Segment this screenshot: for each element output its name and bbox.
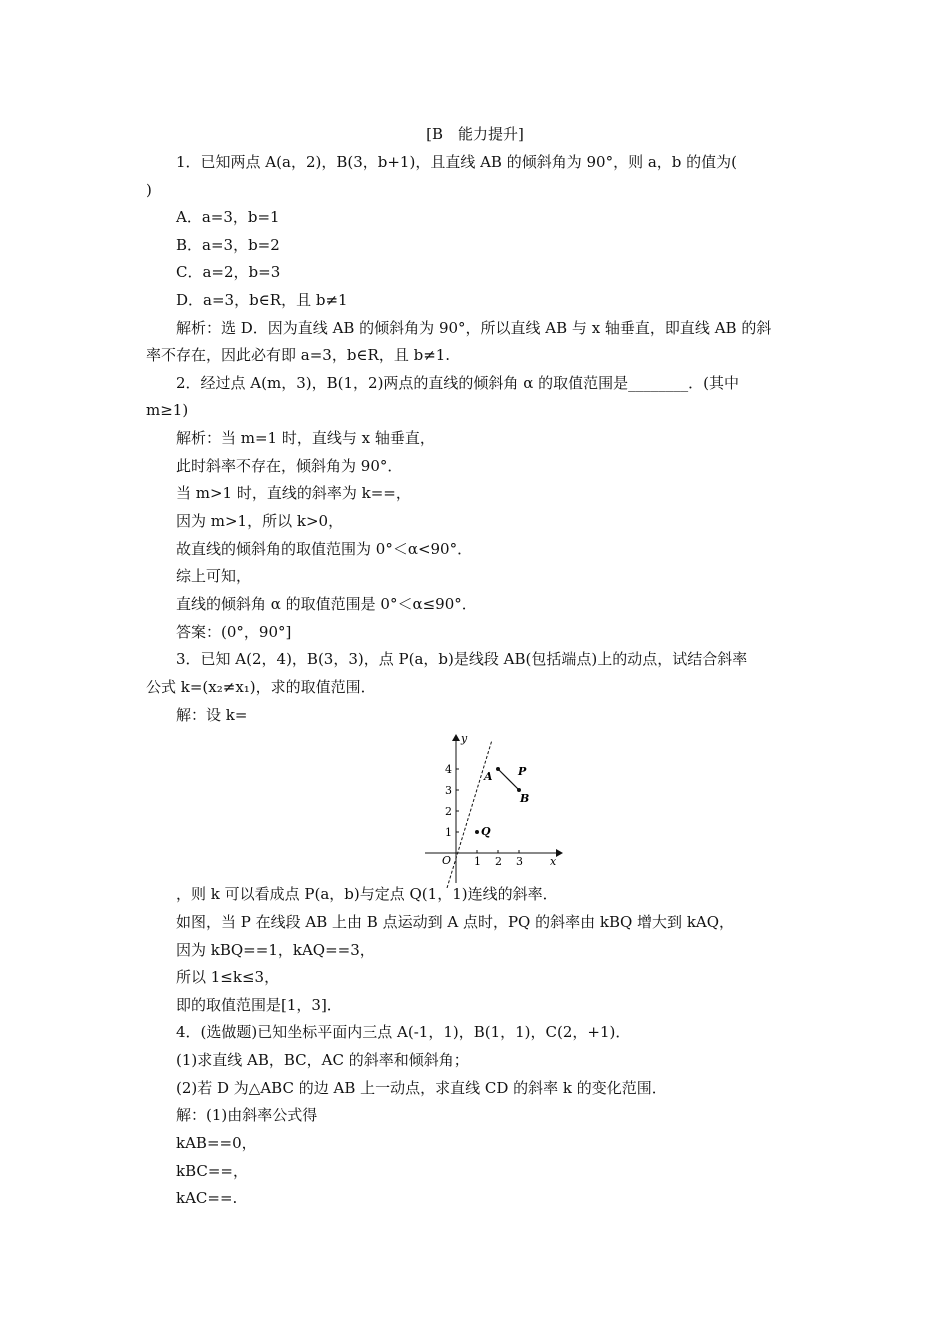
q1-option-c: C．a=2，b=3 (176, 263, 281, 281)
x-tick-label: 3 (516, 855, 523, 868)
q1-analysis-line1: 解析：选 D．因为直线 AB 的倾斜角为 90°，所以直线 AB 与 x 轴垂直，即直线 AB 的斜 (176, 319, 772, 337)
q3-stem-line1: 3．已知 A(2，4)，B(3，3)，点 P(a，b)是线段 AB(包括端点)上的动点，试结合斜率 (176, 650, 748, 668)
q1-option-a: A．a=3，b=1 (176, 208, 280, 226)
q4-solution-line: kBC==， (176, 1162, 249, 1180)
q1-analysis-line2: 率不存在，因此必有即 a=3，b∈R，且 b≠1. (146, 346, 451, 364)
y-tick-label: 2 (445, 805, 452, 818)
q2-solution-line: 直线的倾斜角 α 的取值范围是 0°＜α≤90°． (176, 595, 477, 613)
point-b-label: B (520, 792, 530, 805)
q2-solution-line: 综上可知， (176, 567, 252, 585)
point-a (496, 767, 500, 771)
q3-solution-line: 所以 1≤k≤3， (176, 968, 280, 986)
q1-stem-line2: ) (146, 181, 152, 199)
x-axis-arrow (556, 849, 563, 857)
point-p-label: P (518, 765, 527, 778)
point-q-label: Q (481, 825, 491, 838)
q4-solution-line: 解：(1)由斜率公式得 (176, 1106, 318, 1124)
q2-solution-line: 故直线的倾斜角的取值范围为 0°＜α<90°． (176, 540, 473, 558)
q4-part2: (2)若 D 为△ABC 的边 AB 上一动点，求直线 CD 的斜率 k 的变化范围． (176, 1079, 667, 1097)
y-tick-label: 1 (445, 826, 452, 839)
q3-solution-line: 如图，当 P 在线段 AB 上由 B 点运动到 A 点时，PQ 的斜率由 kBQ 增大到 kAQ， (176, 913, 735, 931)
q3-solution-line: ，则 k 可以看成点 P(a，b)与定点 Q(1，1)连线的斜率． (176, 885, 558, 903)
origin-label: O (442, 854, 452, 867)
q2-solution-line: 此时斜率不存在，倾斜角为 90°． (176, 457, 403, 475)
q3-stem-line2: 公式 k=(x₂≠x₁)，求的取值范围． (146, 678, 376, 696)
point-a-label: A (484, 770, 493, 783)
x-tick-label: 2 (495, 855, 502, 868)
y-axis-label: y (461, 732, 468, 745)
y-tick-label: 4 (445, 763, 452, 776)
y-axis-arrow (452, 734, 460, 741)
y-tick-label: 3 (445, 784, 452, 797)
q2-stem-line1: 2．经过点 A(m，3)，B(1，2)两点的直线的倾斜角 α 的取值范围是________．(其中 (176, 374, 739, 392)
q3-solution-line: 即的取值范围是[1，3]． (176, 996, 342, 1014)
segment-ab (498, 769, 519, 790)
x-tick-label: 1 (474, 855, 481, 868)
section-title: [B 能力提升] (426, 125, 524, 143)
q3-solution-start: 解：设 k= (176, 706, 248, 724)
q1-stem-line1: 1．已知两点 A(a，2)，B(3，b+1)，且直线 AB 的倾斜角为 90°，则 a，b 的值为( (176, 153, 738, 171)
q2-solution-line: 因为 m>1，所以 k>0， (176, 512, 344, 530)
q3-solution-line: 因为 kBQ==1，kAQ==3， (176, 941, 375, 959)
coordinate-figure (420, 728, 570, 888)
x-axis-label: x (550, 855, 557, 868)
q1-option-d: D．a=3，b∈R，且 b≠1 (176, 291, 348, 309)
point-q (475, 830, 479, 834)
line-through-q (447, 740, 492, 888)
q2-solution-line: 解析：当 m=1 时，直线与 x 轴垂直， (176, 429, 435, 447)
q4-solution-line: kAC==. (176, 1189, 238, 1207)
q2-answer: 答案：(0°，90°] (176, 623, 292, 641)
q4-part1: (1)求直线 AB，BC，AC 的斜率和倾斜角； (176, 1051, 469, 1069)
q2-stem-line2: m≥1) (146, 401, 189, 419)
q4-solution-line: kAB==0， (176, 1134, 257, 1152)
q1-option-b: B．a=3，b=2 (176, 236, 280, 254)
q4-stem: 4．(选做题)已知坐标平面内三点 A(-1，1)，B(1，1)，C(2，+1)． (176, 1023, 631, 1041)
q2-solution-line: 当 m>1 时，直线的斜率为 k==， (176, 484, 411, 502)
